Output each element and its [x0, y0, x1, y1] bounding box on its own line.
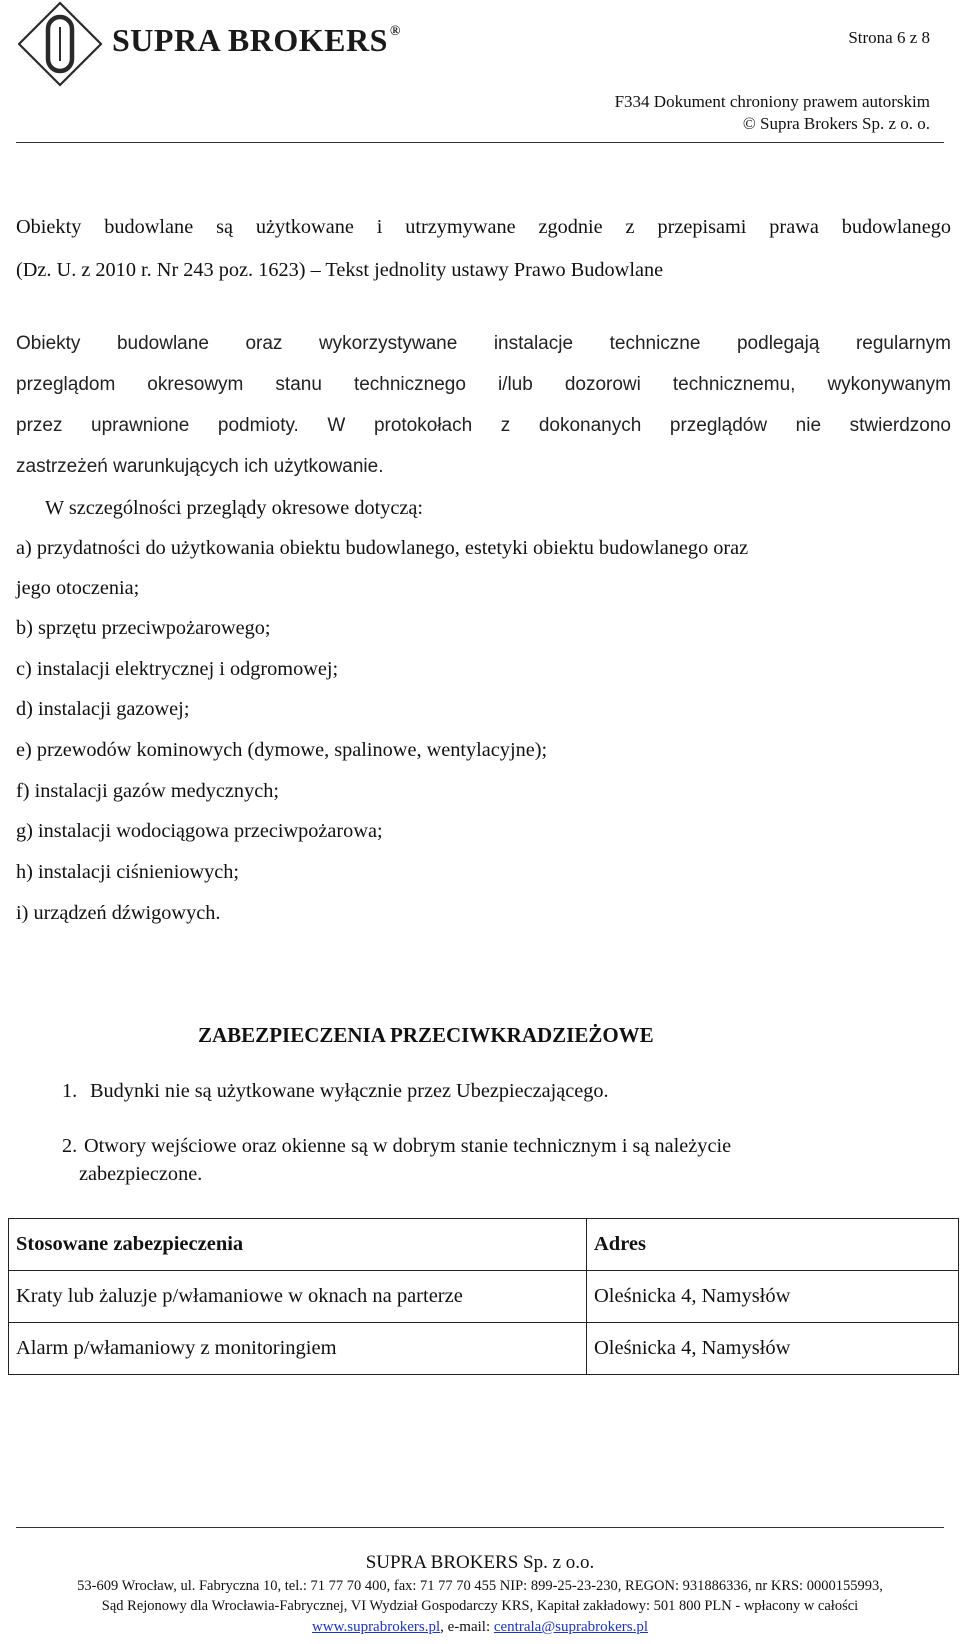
logo-emblem-icon: [18, 0, 122, 92]
logo-wordmark: SUPRA BROKERS ®: [112, 22, 401, 58]
list-item: f) instalacji gazów medycznych;: [16, 780, 279, 802]
paragraph-line: (Dz. U. z 2010 r. Nr 243 poz. 1623) – Tekst jednolity ustawy Prawo Budowlane: [16, 259, 664, 281]
table-row: [9, 1323, 959, 1375]
paragraph-line: przeglądom okresowym stanu technicznego i/lub dozorowi technicznemu, wykonywanym: [16, 374, 951, 395]
list-intro: W szczególności przeglądy okresowe dotyczą:: [45, 497, 424, 519]
numbered-item-text: zabezpieczone.: [79, 1163, 203, 1185]
list-item: c) instalacji elektrycznej i odgromowej;: [16, 658, 339, 680]
footer-divider: [16, 1527, 944, 1528]
footer-address: 53-609 Wrocław, ul. Fabryczna 10, tel.: 71 77 70 400, fax: 71 77 70 455 NIP: 899-25-23-230, REGON: 931886336, nr KRS: 0000155993,: [77, 1578, 883, 1594]
numbered-item-text: Budynki nie są użytkowane wyłącznie przez Ubezpieczającego.: [90, 1080, 609, 1102]
list-item: e) przewodów kominowych (dymowe, spalinowe, wentylacyjne);: [16, 739, 548, 761]
list-item: i) urządzeń dźwigowych.: [16, 902, 221, 924]
email-link[interactable]: centrala@suprabrokers.pl: [493, 1619, 649, 1635]
website-link[interactable]: www.suprabrokers.pl: [311, 1619, 441, 1635]
table-cell: Kraty lub żaluzje p/włamaniowe w oknach na parterze: [9, 1271, 587, 1323]
list-item: g) instalacji wodociągowa przeciwpożarowa;: [16, 820, 383, 842]
list-item: d) instalacji gazowej;: [16, 698, 190, 720]
footer-contact: [0, 1619, 960, 1636]
numbered-item-text: Otwory wejściowe oraz okienne są w dobrym stanie technicznym i są należycie: [84, 1135, 732, 1157]
security-table: [8, 1218, 959, 1375]
numbered-item-number: 1.: [62, 1080, 78, 1102]
footer-company-name: SUPRA BROKERS Sp. z o.o.: [365, 1552, 595, 1573]
table-cell: Alarm p/włamaniowy z monitoringiem: [9, 1323, 587, 1375]
list-item: a) przydatności do użytkowania obiektu budowlanego, estetyki obiektu budowlanego oraz: [16, 537, 749, 559]
footer-registration: Sąd Rejonowy dla Wrocławia-Fabrycznej, VI Wydział Gospodarczy KRS, Kapitał zakładowy: 501 800 PLN - wpłacony w całości: [101, 1598, 859, 1614]
list-item: h) instalacji ciśnieniowych;: [16, 861, 240, 883]
paragraph-line: przez uprawnione podmioty. W protokołach z dokonanych przeglądów nie stwierdzono: [16, 415, 951, 436]
paragraph-line: Obiekty budowlane oraz wykorzystywane instalacje techniczne podlegają regularnym: [16, 333, 951, 354]
table-header-row: [9, 1219, 959, 1271]
header-divider: [16, 142, 944, 143]
paragraph-line: Obiekty budowlane są użytkowane i utrzymywane zgodnie z przepisami prawa budowlanego: [16, 216, 951, 238]
table-row: [9, 1271, 959, 1323]
table-header-cell: Adres: [587, 1219, 959, 1271]
email-label: , e-mail:: [440, 1619, 494, 1635]
registered-mark: ®: [389, 24, 401, 39]
page-number: Strona 6 z 8: [848, 28, 930, 47]
table-cell: Oleśnicka 4, Namysłów: [587, 1323, 959, 1375]
copyright-owner: © Supra Brokers Sp. z o. o.: [742, 114, 930, 133]
table-cell: Oleśnicka 4, Namysłów: [587, 1271, 959, 1323]
list-item: b) sprzętu przeciwpożarowego;: [16, 617, 271, 639]
list-item: jego otoczenia;: [16, 577, 140, 599]
paragraph-line: zastrzeżeń warunkujących ich użytkowanie.: [16, 456, 384, 477]
section-heading: ZABEZPIECZENIA PRZECIWKRADZIEŻOWE: [198, 1023, 654, 1047]
copyright-notice: F334 Dokument chroniony prawem autorskim: [614, 92, 930, 111]
numbered-item-number: 2.: [62, 1135, 78, 1157]
table-header-cell: Stosowane zabezpieczenia: [9, 1219, 587, 1271]
